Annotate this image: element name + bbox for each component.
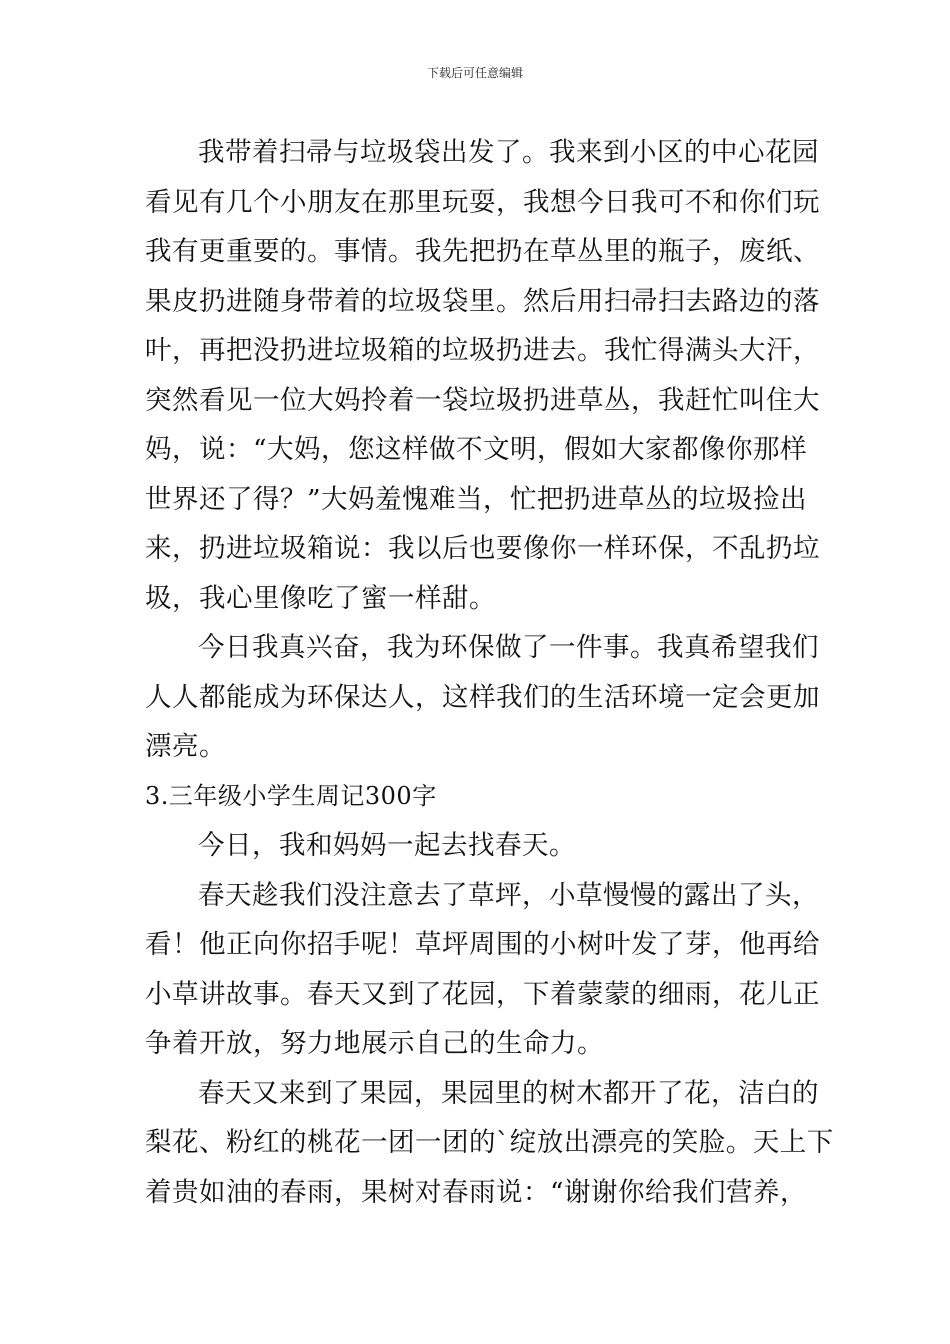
text-line: 争着开放，努力地展示自己的生命力。 (145, 1028, 604, 1059)
page-header: 下载后可任意编辑 (426, 66, 523, 80)
text-line: 看见有几个小朋友在那里玩耍，我想今日我可不和你们玩 (145, 186, 820, 218)
text-line: 妈，说：“大妈，您这样做不文明，假如大家都像你那样 (145, 434, 808, 465)
text-line: 看！他正向你招手呢！草坪周围的小树叶发了芽，他再给 (145, 929, 820, 960)
text-line: 我带着扫帚与垃圾袋出发了。我来到小区的中心花园 (198, 137, 819, 168)
text-line: 春天又来到了果园，果园里的树木都开了花，洁白的 (198, 1077, 819, 1109)
text-line: 人人都能成为环保达人，这样我们的生活环境一定会更加 (145, 681, 820, 713)
text-line: 小草讲故事。春天又到了花园，下着蒙蒙的细雨，花儿正 (145, 978, 820, 1010)
text-line: 果皮扔进随身带着的垃圾袋里。然后用扫帚扫去路边的落 (145, 285, 820, 317)
text-line: 漂亮。 (145, 731, 226, 762)
text-line: 着贵如油的春雨，果树对春雨说：“谢谢你给我们营养， (145, 1176, 808, 1208)
text-line: 我有更重要的。事情。我先把扔在草丛里的瓶子，废纸、 (145, 236, 820, 267)
text-line: 今日我真兴奋，我为环保做了一件事。我真希望我们 (198, 632, 819, 663)
text-line: 圾，我心里像吃了蜜一样甜。 (145, 582, 496, 614)
text-line: 春天趁我们没注意去了草坪，小草慢慢的露出了头， (198, 879, 819, 911)
text-line: 今日，我和妈妈一起去找春天。 (198, 830, 576, 861)
text-line: 来，扔进垃圾箱说：我以后也要像你一样环保，不乱扔垃 (145, 533, 820, 564)
section-heading: 3.三年级小学生周记300字 (145, 781, 437, 810)
text-line: 梨花、粉红的桃花一团一团的`绽放出漂亮的笑脸。天上下 (145, 1127, 834, 1158)
document-body (145, 128, 834, 1217)
text-line: 世界还了得？”大妈羞愧难当，忙把扔进草丛的垃圾捡出 (145, 483, 808, 515)
text-line: 突然看见一位大妈拎着一袋垃圾扔进草丛，我赶忙叫住大 (145, 384, 820, 416)
text-line: 叶，再把没扔进垃圾箱的垃圾扔进去。我忙得满头大汗， (145, 335, 820, 366)
